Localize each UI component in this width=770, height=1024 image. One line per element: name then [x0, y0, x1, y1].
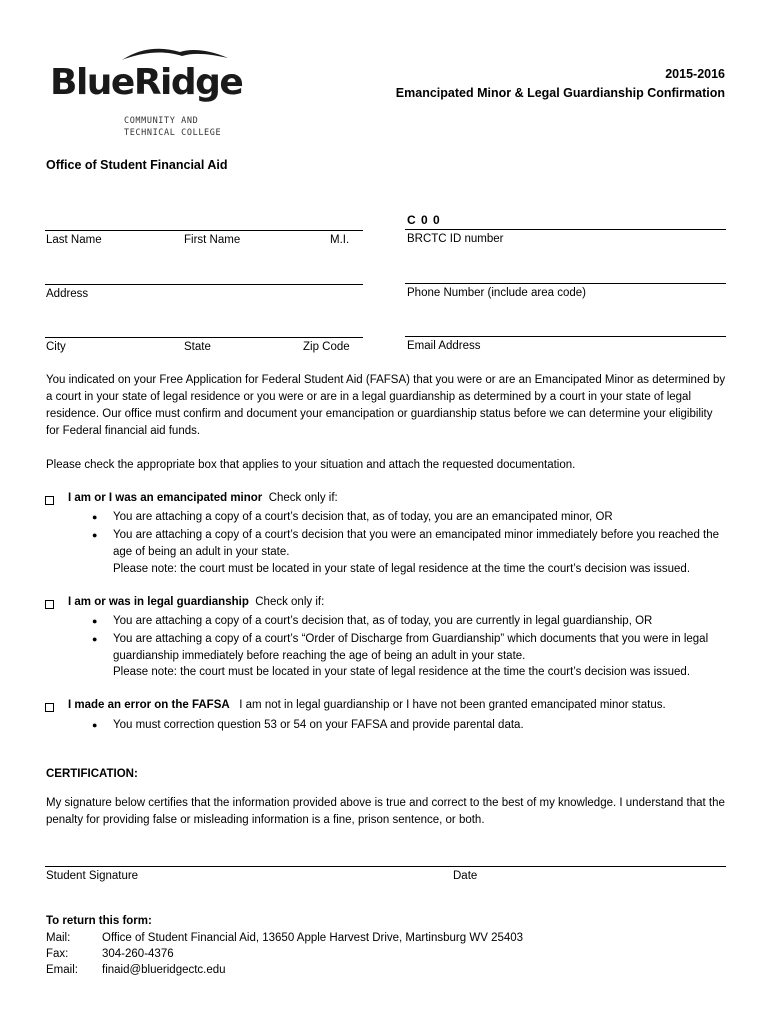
option-emancipated-minor	[68, 492, 338, 504]
certification-heading: CERTIFICATION:	[46, 768, 138, 780]
bullet-text: You are attaching a copy of a court’s decision that, as of today, you are an emancipated minor, OR	[113, 511, 613, 523]
signature-label: Student Signature	[46, 870, 139, 882]
first-name-label: First Name	[184, 234, 241, 246]
mail-label: Mail:	[46, 932, 71, 944]
id-number-label: BRCTC ID number	[407, 233, 504, 245]
bullet-icon: ●	[92, 616, 98, 626]
instruction-text: Please check the appropriate box that applies to your situation and attach the requested documentation.	[46, 459, 576, 471]
option-legal-guardianship	[68, 596, 324, 608]
id-input-line[interactable]	[405, 229, 726, 230]
bullet-text: You must correction question 53 or 54 on your FAFSA and provide parental data.	[113, 719, 524, 731]
legal-guardianship-checkbox[interactable]	[45, 600, 54, 609]
date-label: Date	[453, 870, 478, 882]
form-title: Emancipated Minor & Legal Guardianship Confirmation	[395, 86, 725, 100]
bullet-icon: ●	[92, 530, 98, 540]
logo-subtitle-line1: COMMUNITY AND	[124, 116, 199, 126]
fax-label: Fax:	[46, 948, 69, 960]
court-note: Please note: the court must be located in your state of legal residence at the time the court’s decision was issued.	[113, 666, 691, 678]
signature-line[interactable]	[45, 866, 726, 867]
bullet-text: You are attaching a copy of a court’s decision that, as of today, you are currently in legal guardianship, OR	[113, 615, 653, 627]
bullet-icon: ●	[92, 720, 98, 730]
option-title: I am or was in legal guardianship	[68, 596, 249, 608]
certification-text: My signature below certifies that the information provided above is true and correct to the best of my knowledge. I understand that the penalty for providing false or misleading information is a fine, prison sentence, or both.	[46, 797, 725, 826]
email-contact-link[interactable]: finaid@blueridgectc.edu	[102, 964, 226, 976]
bullet-icon: ●	[92, 512, 98, 522]
fafsa-error-checkbox[interactable]	[45, 703, 54, 712]
email-input-line[interactable]	[405, 336, 726, 337]
phone-input-line[interactable]	[405, 283, 726, 284]
name-input-line[interactable]	[45, 230, 363, 231]
city-input-line[interactable]	[45, 337, 363, 338]
zip-label: Zip Code	[303, 341, 350, 353]
bullet-icon: ●	[92, 634, 98, 644]
last-name-label: Last Name	[46, 234, 102, 246]
intro-paragraph: You indicated on your Free Application for Federal Student Aid (FAFSA) that you were or are an Emancipated Minor as determined by a court in your state of legal residence or you were or are in a legal guardianship as determined by a court in your state of legal residence. Our office must confirm and document your emancipation or guardianship status before we can determine your eligibility for Federal financial aid funds.	[46, 374, 726, 437]
option-condition: Check only if:	[255, 596, 325, 608]
logo-subtitle-line2: TECHNICAL COLLEGE	[124, 128, 222, 138]
bullet-text: You are attaching a copy of a court’s “Order of Discharge from Guardianship” which documents that you were in legal guardianship immediately before reaching the age of being an adult in your state.	[113, 633, 709, 662]
mi-label: M.I.	[330, 234, 350, 246]
logo-wordmark: BlueRidge	[50, 62, 243, 103]
phone-label: Phone Number (include area code)	[407, 287, 586, 299]
address-input-line[interactable]	[45, 284, 363, 285]
option-title: I made an error on the FAFSA	[68, 699, 230, 711]
court-note: Please note: the court must be located in your state of legal residence at the time the court’s decision was issued.	[113, 563, 691, 575]
form-year: 2015-2016	[665, 67, 725, 81]
fax-number: 304-260-4376	[102, 948, 174, 960]
mail-address: Office of Student Financial Aid, 13650 Apple Harvest Drive, Martinsburg WV 25403	[102, 932, 524, 944]
bullet-text: You are attaching a copy of a court’s decision that you were an emancipated minor immediately before you reached the age of being an adult in your state.	[113, 529, 720, 558]
college-logo	[48, 40, 248, 140]
mountain-swoosh-icon	[120, 44, 230, 64]
email-label: Email Address	[407, 340, 481, 352]
option-condition: Check only if:	[268, 492, 338, 504]
office-heading: Office of Student Financial Aid	[46, 158, 228, 172]
id-prefix: C 0 0	[407, 213, 441, 227]
address-label: Address	[46, 288, 89, 300]
email-contact-label: Email:	[46, 964, 78, 976]
emancipated-minor-checkbox[interactable]	[45, 496, 54, 505]
option-title: I am or I was an emancipated minor	[68, 492, 263, 504]
option-condition: I am not in legal guardianship or I have not been granted emancipated minor status.	[239, 699, 666, 711]
state-label: State	[184, 341, 211, 353]
return-heading: To return this form:	[46, 915, 152, 927]
option-fafsa-error	[68, 699, 666, 711]
city-label: City	[46, 341, 66, 353]
